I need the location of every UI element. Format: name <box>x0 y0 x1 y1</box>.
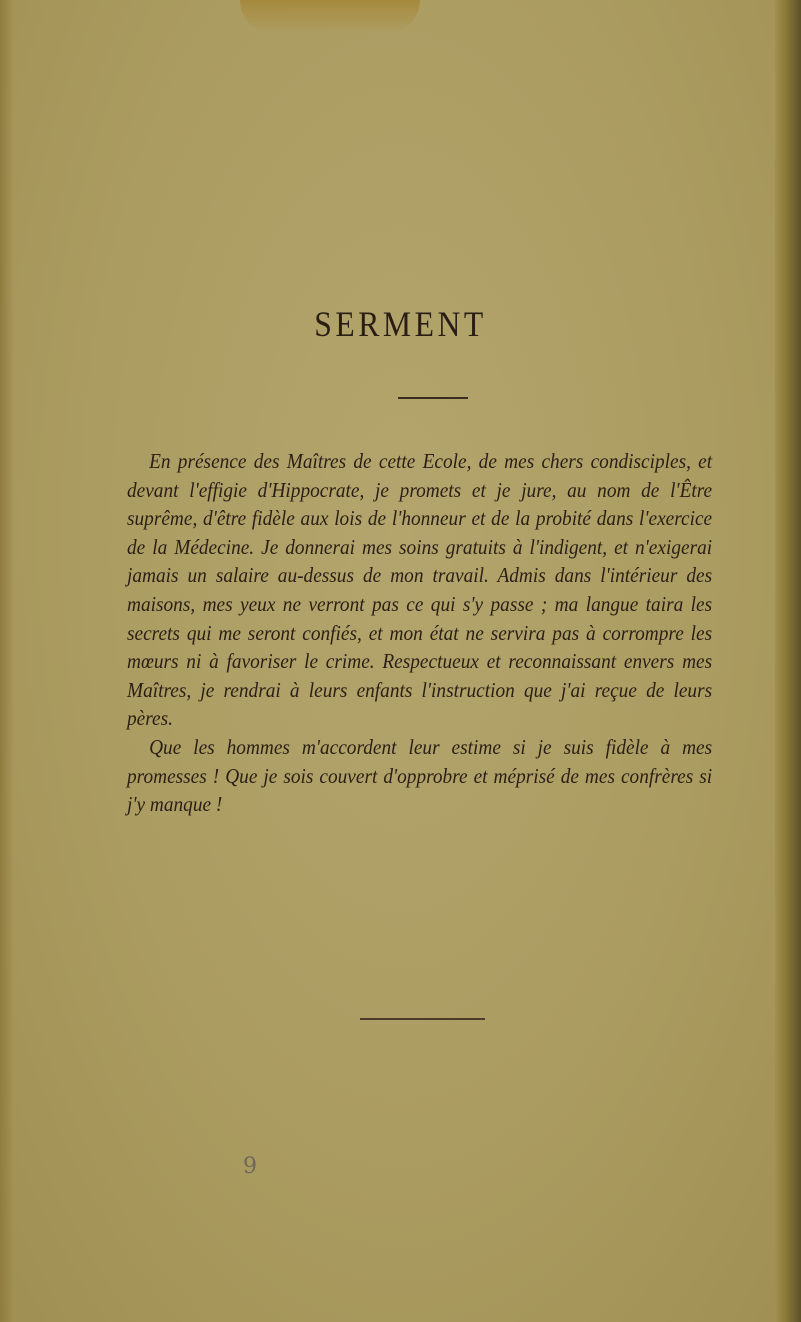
pencil-annotation: 9 <box>243 1154 257 1179</box>
title-divider <box>398 397 468 399</box>
paper-stain <box>240 0 420 34</box>
oath-paragraph-1: En présence des Maîtres de cette Ecole, de mes chers condisciples, et devant l'effigie d'Hippocrate, je promets et je jure, au nom de l'Être suprême, d'être fidèle aux lois de l'honneur et de la probité dans l'exercice de la Médecine. Je donnerai mes soins gratuits à l'indigent, et n'exigerai jamais un salaire au-dessus de mon travail. Admis dans l'intérieur des maisons, mes yeux ne verront pas ce qui s'y passe ; ma langue taira les secrets qui me seront confiés, et mon état ne servira pas à corrompre les mœurs ni à favoriser le crime. Respectueux et reconnaissant envers mes Maîtres, je rendrai à leurs enfants l'instruction que j'ai reçue de leurs pères. <box>127 449 713 731</box>
page-edge-right <box>775 0 801 1322</box>
page-edge-left <box>0 0 14 1322</box>
closing-divider <box>360 1018 485 1020</box>
page-title: SERMENT <box>314 304 487 344</box>
oath-paragraph-2: Que les hommes m'accordent leur estime si je suis fidèle à mes promesses ! Que je sois couvert d'opprobre et méprisé de mes confrères si j'y manque ! <box>127 734 713 817</box>
oath-text <box>127 447 712 819</box>
